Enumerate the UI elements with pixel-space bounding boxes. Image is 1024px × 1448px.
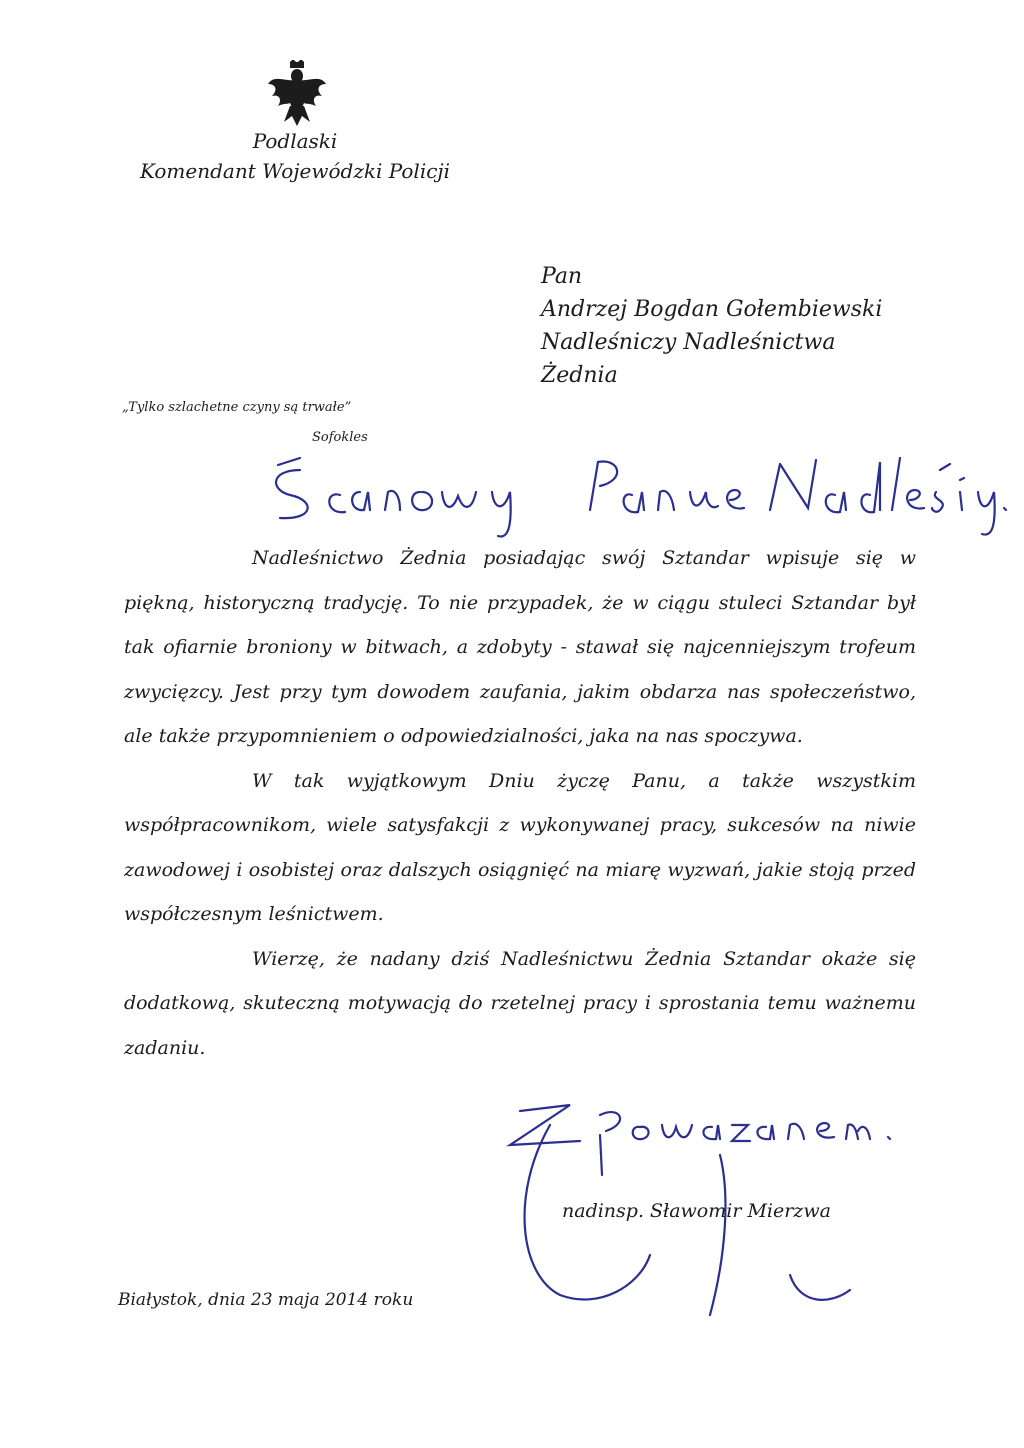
- body-paragraph: Nadleśnictwo Żednia posiadając swój Sztandar wpisuje się w piękną, historyczną tradycję. To nie przypadek, że w ciągu stuleci Sztandar był tak ofiarnie broniony w bitwach, a zdobyty - stawał się najcenniejszym trofeum zwycięzcy. Jest przy tym dowodem zaufania, jakim obdarza nas społeczeństwo, ale także przypomnieniem o odpowiedzialności, jaka na nas spoczywa.: [124, 547, 916, 747]
- body-paragraph: W tak wyjątkowym Dniu życzę Panu, a także wszystkim współpracownikom, wiele satysfakcji z wykonywanej pracy, sukcesów na niwie zawodowej i osobistej oraz dalszych osiągnięć na miarę wyzwań, jakie stoją przed współczesnym leśnictwem.: [124, 769, 916, 925]
- date-line: Białystok, dnia 23 maja 2014 roku: [118, 1290, 414, 1310]
- motto-quote: „Tylko szlachetne czyny są trwałe”: [122, 400, 352, 415]
- sender-line-office: Komendant Wojewódzki Policji: [139, 159, 451, 183]
- handwritten-salutation: [260, 440, 1020, 540]
- recipient-title: Pan: [541, 264, 583, 289]
- letter-body: [124, 536, 916, 1070]
- signatory-name: nadinsp. Sławomir Mierzwa: [562, 1200, 831, 1222]
- recipient-position: Nadleśniczy Nadleśnictwa: [541, 330, 836, 355]
- recipient-name: Andrzej Bogdan Gołembiewski: [541, 297, 883, 322]
- polish-eagle-emblem-icon: [266, 60, 328, 130]
- sender-block: [110, 126, 480, 186]
- recipient-block: [541, 260, 882, 392]
- motto-author: Sofokles: [312, 430, 368, 445]
- recipient-location: Żednia: [541, 363, 618, 388]
- body-paragraph: Wierzę, że nadany dziś Nadleśnictwu Żednia Sztandar okaże się dodatkową, skuteczną motywacją do rzetelnej pracy i sprostania temu ważnemu zadaniu.: [124, 947, 916, 1059]
- sender-line-region: Podlaski: [252, 129, 338, 153]
